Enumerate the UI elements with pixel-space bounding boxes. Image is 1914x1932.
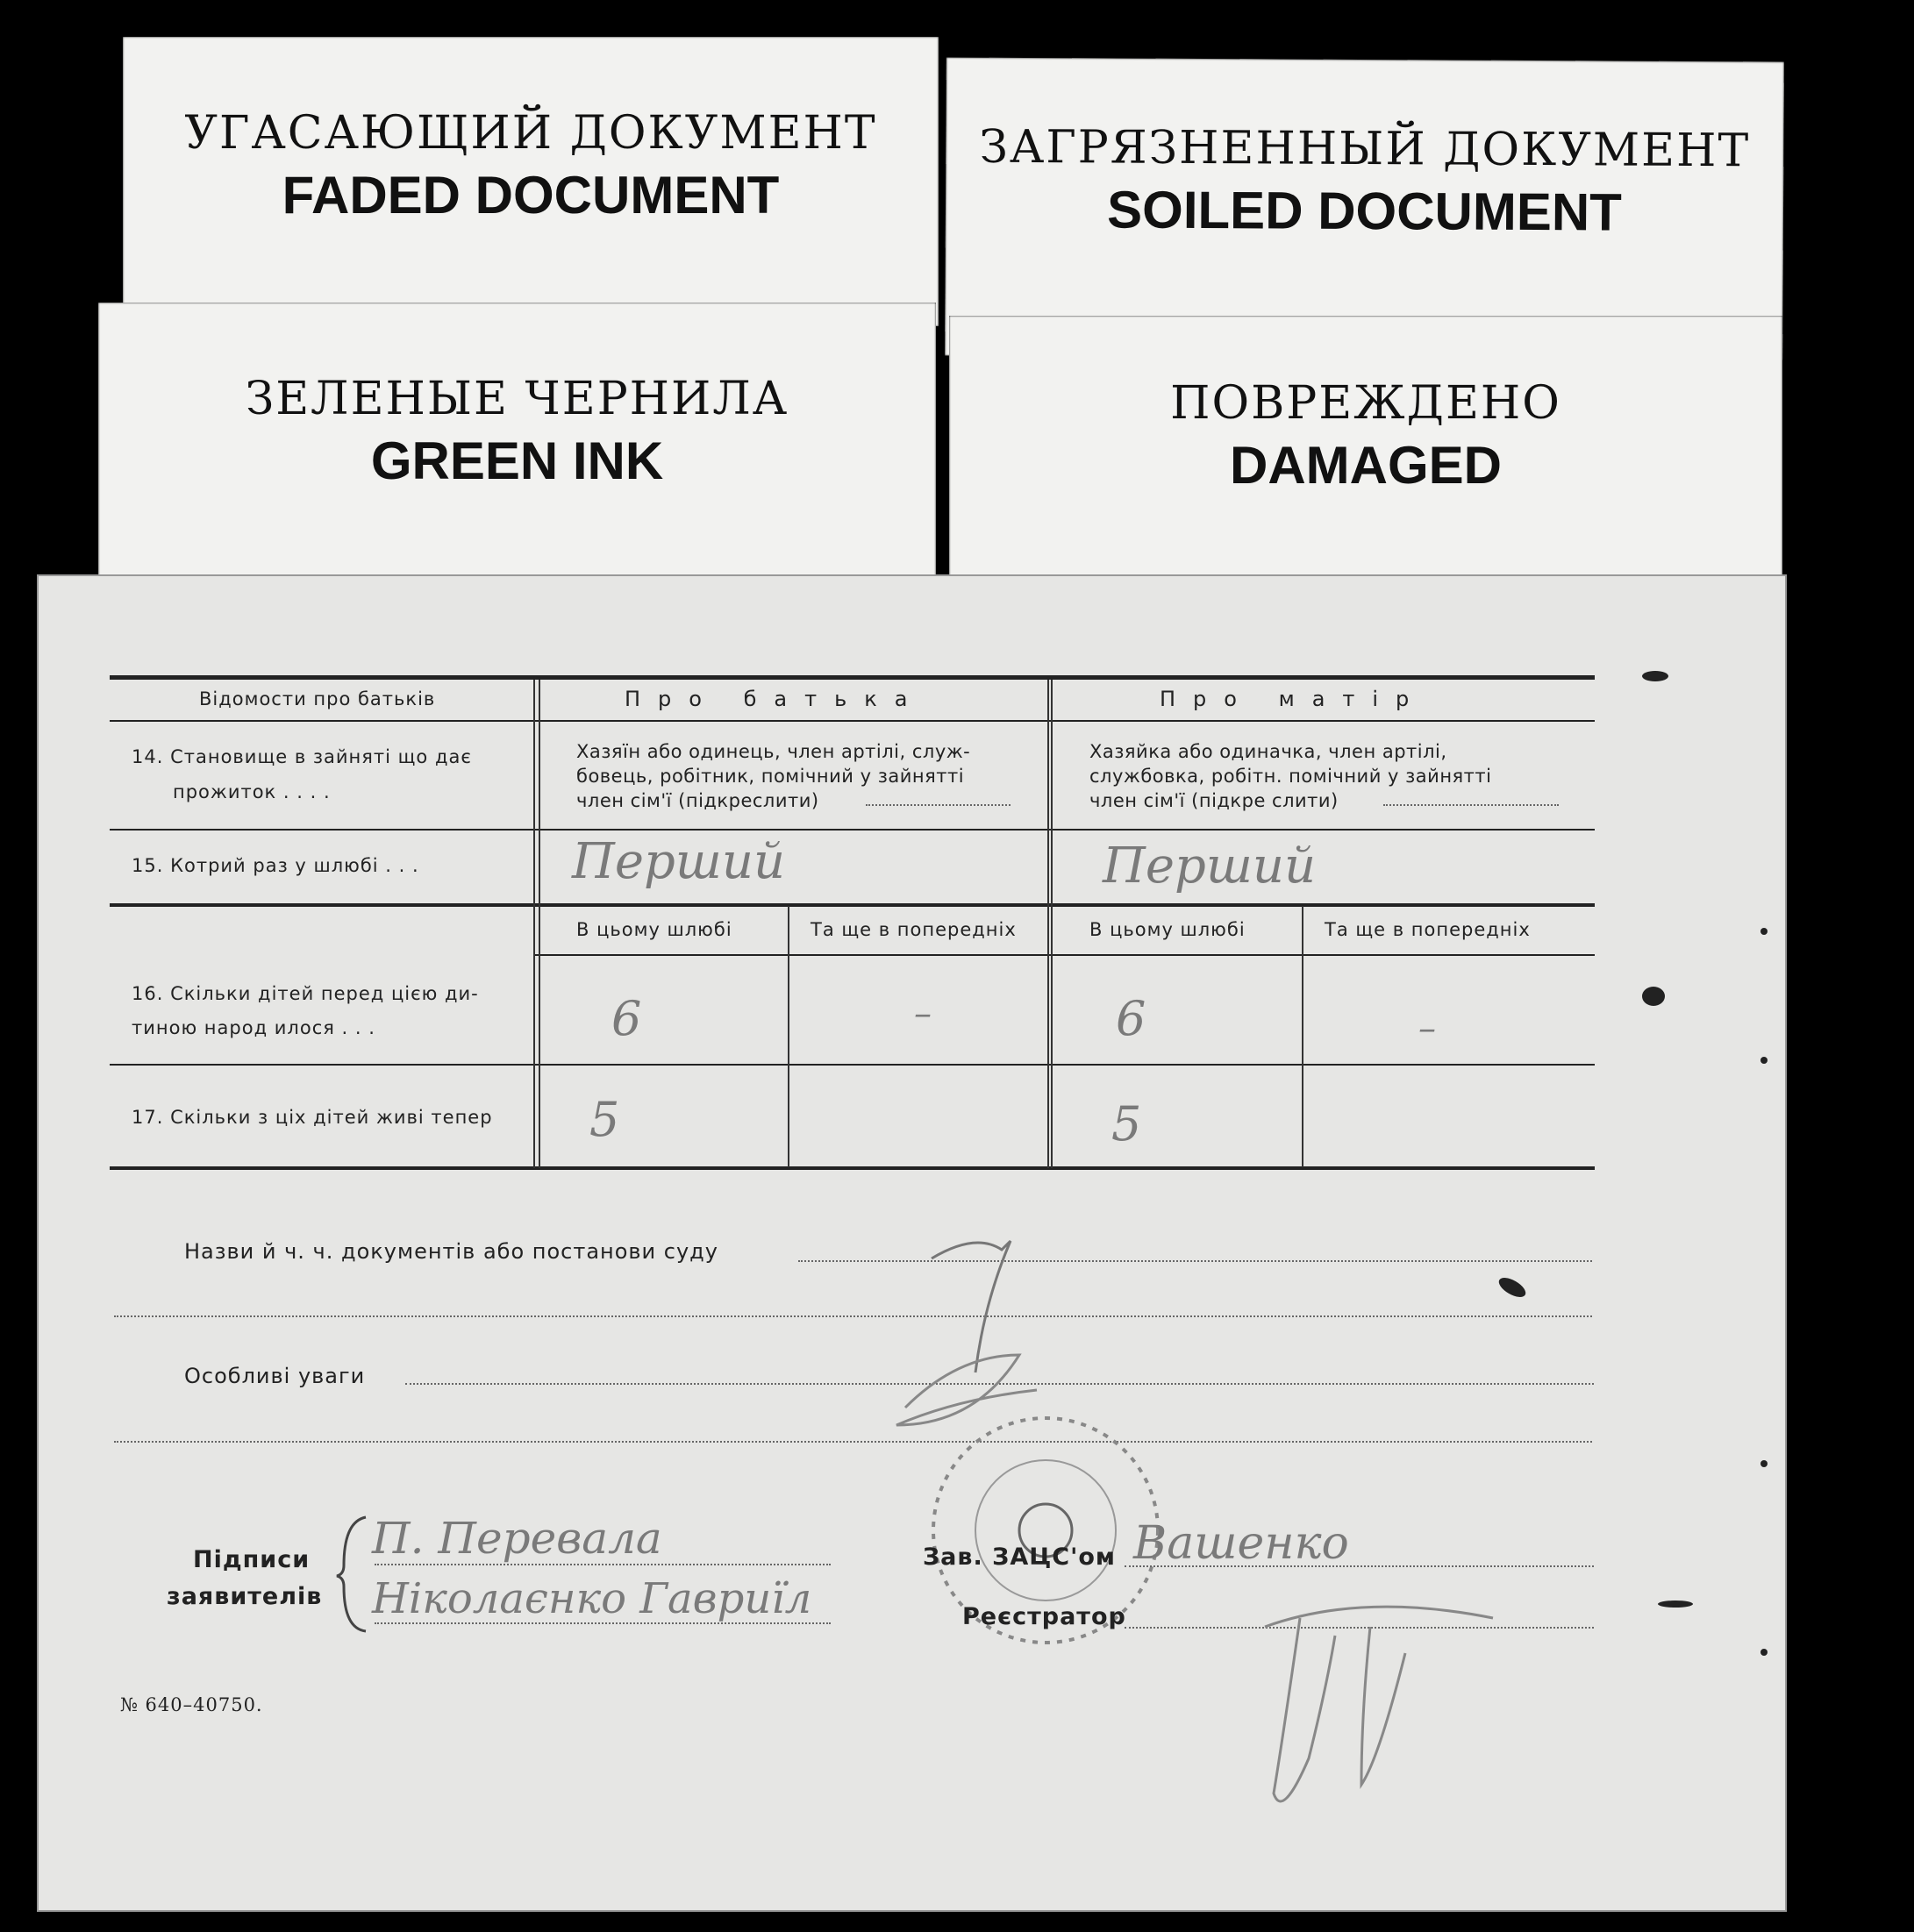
damage-spot — [1760, 1057, 1768, 1064]
signature-dots-1 — [375, 1564, 831, 1565]
damage-spot — [1496, 1274, 1528, 1301]
registrar-label: Реєстратор — [962, 1603, 1126, 1630]
documents-label: Назви й ч. ч. документів або постанови суду — [184, 1239, 718, 1264]
row16-rule — [110, 1064, 1595, 1066]
row16-mother-this: 6 — [1116, 991, 1146, 1046]
registration-form-page — [37, 574, 1787, 1912]
faded-ru-label: УГАСАЮЩИЙ ДОКУМЕНТ — [184, 107, 877, 160]
damaged-ru-label: ПОВРЕЖДЕНО — [1170, 377, 1561, 430]
signature-dots-2 — [375, 1622, 831, 1624]
col-header-father: Про батька — [625, 687, 925, 711]
damage-spot — [1642, 987, 1665, 1006]
row17-mother-this: 5 — [1111, 1096, 1142, 1151]
registrar-signature: Вашенко — [1133, 1517, 1349, 1570]
row14-mother-line3: член сім'ї (підкре слити) — [1089, 790, 1339, 811]
damage-spot — [1642, 671, 1668, 681]
signatures-label-1: Підписи — [193, 1546, 311, 1573]
damage-spot — [1658, 1600, 1693, 1608]
subheader-rule — [535, 954, 1595, 956]
row16-mother-prev: – — [1418, 1009, 1436, 1049]
col-divider-1 — [533, 680, 535, 1168]
row14-mother-line1: Хазяйка або одиначка, член артілі, — [1089, 741, 1447, 762]
signatures-label-2: заявителів — [167, 1583, 323, 1610]
row17-father-this: 5 — [589, 1092, 620, 1147]
row14-mother-line2: службовка, робітн. помічний у зайнятті — [1089, 766, 1492, 787]
row14-rule — [110, 829, 1595, 831]
row16-label-line2: тиною народ илося . . . — [132, 1017, 375, 1038]
documents-dots-2 — [114, 1315, 1592, 1317]
subheader-father-prev: Та ще в попередніх — [811, 919, 1017, 940]
col-header-info: Відомости про батьків — [199, 688, 436, 709]
header-rule — [110, 720, 1595, 722]
row15-label: 15. Котрий раз у шлюбі . . . — [132, 855, 419, 876]
col-divider-father-sub — [788, 906, 789, 1167]
row16-label-line1: 16. Скільки дітей перед цією ди- — [132, 983, 479, 1004]
col-divider-2b — [1051, 680, 1053, 1168]
table-bottom-rule — [110, 1166, 1595, 1170]
row14-father-line3: член сім'ї (підкреслити) — [576, 790, 819, 811]
faded-en-label: FADED DOCUMENT — [282, 166, 780, 225]
soiled-en-label: SOILED DOCUMENT — [1106, 180, 1622, 242]
table-top-rule — [110, 675, 1595, 680]
head-zags-label: Зав. ЗАЦС'ом — [923, 1543, 1116, 1571]
form-number: № 640–40750. — [120, 1694, 263, 1715]
damage-spot — [1760, 1649, 1768, 1656]
soiled-document-card — [945, 58, 1784, 360]
row17-label: 17. Скільки з ціх дітей живі тепер — [132, 1107, 493, 1128]
green-ink-card — [98, 303, 936, 583]
remarks-dots-2 — [114, 1441, 1592, 1443]
damage-spot — [1760, 928, 1768, 935]
row14-label-line1: 14. Становище в зайняті що дає — [132, 746, 472, 767]
damaged-en-label: DAMAGED — [1230, 436, 1502, 495]
row14-father-dots — [866, 804, 1011, 806]
subheader-father-this: В цьому шлюбі — [576, 919, 732, 940]
row15-rule — [110, 903, 1595, 907]
row14-mother-dots — [1383, 804, 1559, 806]
green-en-label: GREEN INK — [370, 431, 664, 490]
subheader-mother-this: В цьому шлюбі — [1089, 919, 1246, 940]
damaged-card — [949, 316, 1782, 583]
row16-father-this: 6 — [611, 991, 642, 1046]
applicant-signature-1: П. Перевала — [372, 1513, 662, 1564]
row14-label-line2: прожиток . . . . — [173, 781, 331, 802]
row16-father-prev: – — [914, 994, 932, 1034]
signature-brace — [335, 1513, 370, 1636]
damage-spot — [1760, 1460, 1768, 1467]
col-divider-mother-sub — [1302, 906, 1303, 1167]
row14-father-line2: бовець, робітник, помічний у зайнятті — [576, 766, 965, 787]
col-header-mother: Про матір — [1160, 687, 1427, 711]
remarks-label: Особливі уваги — [184, 1364, 366, 1388]
row15-mother-value: Перший — [1103, 838, 1317, 895]
row15-father-value: Перший — [572, 833, 786, 890]
col-divider-1b — [539, 680, 540, 1168]
applicant-signature-2: Ніколаєнко Гавриїл — [372, 1574, 812, 1623]
green-ru-label: ЗЕЛЕНЫЕ ЧЕРНИЛА — [245, 373, 789, 425]
subheader-mother-prev: Та ще в попередніх — [1325, 919, 1531, 940]
faded-document-card — [123, 37, 939, 326]
registrar-flourish — [1230, 1583, 1546, 1829]
soiled-ru-label: ЗАГРЯЗНЕННЫЙ ДОКУМЕНТ — [979, 120, 1751, 178]
row14-father-line1: Хазяїн або одинець, член артілі, служ- — [576, 741, 971, 762]
col-divider-2 — [1047, 680, 1049, 1168]
